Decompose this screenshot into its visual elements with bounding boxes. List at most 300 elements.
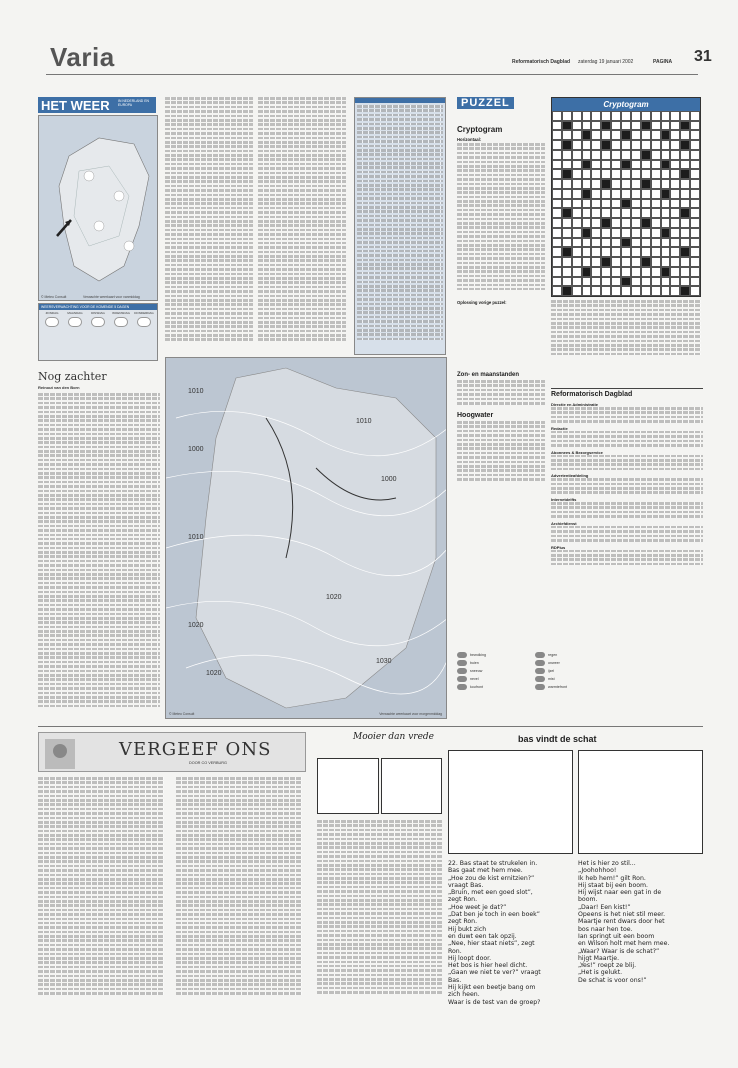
crossword-cell bbox=[562, 218, 572, 228]
crossword-cell bbox=[562, 140, 572, 150]
crossword-cell bbox=[552, 218, 562, 228]
crossword-cell bbox=[690, 130, 700, 140]
weather-logo-word: HET WEER bbox=[41, 98, 110, 113]
story-line: Bas gaat met hem mee. bbox=[448, 867, 523, 875]
cartoon-1-panel bbox=[317, 758, 379, 814]
crossword-cell bbox=[641, 267, 651, 277]
story-line: „Joohohhoo! bbox=[578, 867, 617, 875]
crossword-cell bbox=[621, 111, 631, 121]
isobar-label: 1010 bbox=[188, 388, 204, 395]
crossword-cell bbox=[680, 179, 690, 189]
crossword-cell bbox=[641, 121, 651, 131]
large-map-caption: Verwachte weerkaart voor morgenmiddag bbox=[379, 711, 442, 716]
masthead-line bbox=[551, 444, 703, 447]
legend-label: buien bbox=[470, 661, 479, 665]
crossword-cell bbox=[670, 160, 680, 170]
crossword-cell bbox=[611, 199, 621, 209]
crossword-cell bbox=[651, 277, 661, 287]
story-line: Hij wijst naar een gat in de bbox=[578, 889, 662, 897]
crossword-cell bbox=[582, 277, 592, 287]
crossword-cell bbox=[641, 277, 651, 287]
crossword-cell bbox=[661, 140, 671, 150]
masthead-line bbox=[551, 515, 703, 518]
story-line: Opeens is het niet stil meer. bbox=[578, 911, 666, 919]
feuilleton-header bbox=[38, 732, 306, 772]
legend-symbol-icon bbox=[535, 676, 545, 682]
legend-item bbox=[457, 668, 529, 674]
story-line: en Wilson holt met hem mee. bbox=[578, 940, 670, 948]
crossword-cell bbox=[621, 228, 631, 238]
story-line: bos naar hen toe. bbox=[578, 925, 633, 933]
crossword-cell bbox=[601, 169, 611, 179]
crossword-cell bbox=[680, 140, 690, 150]
crossword-cell bbox=[661, 160, 671, 170]
legend-label: nevel bbox=[470, 677, 479, 681]
crossword-cell bbox=[601, 140, 611, 150]
crossword-cell bbox=[582, 150, 592, 160]
crossword-cell bbox=[690, 189, 700, 199]
crossword-cell bbox=[651, 286, 661, 296]
forecast-day bbox=[64, 311, 86, 329]
legend-symbol-icon bbox=[457, 684, 467, 690]
legend-item bbox=[457, 652, 529, 658]
crossword-cell bbox=[552, 160, 562, 170]
crossword-cell bbox=[582, 121, 592, 131]
crossword-cell bbox=[631, 111, 641, 121]
crossword-cell bbox=[631, 150, 641, 160]
crossword-cell bbox=[572, 140, 582, 150]
header-rule bbox=[46, 74, 698, 75]
crossword-cell bbox=[661, 199, 671, 209]
crossword-cell bbox=[572, 189, 582, 199]
crossword-cell bbox=[591, 208, 601, 218]
story-line: Hij bukt zich bbox=[448, 925, 487, 933]
crossword-cell bbox=[572, 179, 582, 189]
crossword-title: Cryptogram bbox=[552, 98, 700, 111]
crossword-cell bbox=[680, 257, 690, 267]
legend-label: bewolking bbox=[470, 653, 486, 657]
crossword-cell bbox=[582, 208, 592, 218]
legend-label: warmtefront bbox=[548, 685, 567, 689]
masthead-heading: Redactie bbox=[551, 425, 568, 431]
crossword-cell bbox=[631, 140, 641, 150]
page-header bbox=[0, 0, 738, 80]
legend-item bbox=[457, 676, 529, 682]
weather-headline: Nog zachter bbox=[38, 370, 107, 383]
crossword-cell bbox=[651, 121, 661, 131]
story-line: „Yes!” roept ze blij. bbox=[578, 962, 637, 970]
crossword-cell bbox=[661, 121, 671, 131]
section-title: Varia bbox=[50, 42, 115, 72]
crossword-cell bbox=[621, 130, 631, 140]
crossword-cell bbox=[651, 130, 661, 140]
crossword-cell bbox=[631, 267, 641, 277]
crossword-cell bbox=[591, 121, 601, 131]
crossword-cell bbox=[572, 286, 582, 296]
crossword-cell bbox=[562, 130, 572, 140]
masthead-line bbox=[551, 411, 703, 414]
legend-symbol-icon bbox=[535, 652, 545, 658]
masthead-line bbox=[551, 435, 703, 438]
crossword-cell bbox=[670, 111, 680, 121]
crossword-cell bbox=[641, 247, 651, 257]
legend-item bbox=[457, 660, 529, 666]
crossword-cell bbox=[552, 277, 562, 287]
crossword-cell bbox=[670, 228, 680, 238]
crossword-cell bbox=[591, 228, 601, 238]
crossword-cell bbox=[631, 199, 641, 209]
story-line: zich heen. bbox=[448, 991, 480, 999]
crossword-cell bbox=[611, 169, 621, 179]
crossword-cell bbox=[680, 208, 690, 218]
crossword-cell bbox=[651, 247, 661, 257]
crossword-cell bbox=[591, 199, 601, 209]
legend-item bbox=[535, 660, 607, 666]
crossword-cell bbox=[572, 277, 582, 287]
crossword-cell bbox=[651, 140, 661, 150]
legend-item bbox=[457, 684, 529, 690]
crossword-cell bbox=[680, 189, 690, 199]
crossword-cell bbox=[661, 238, 671, 248]
masthead-line bbox=[551, 506, 703, 509]
crossword-cell bbox=[572, 238, 582, 248]
crossword-cell bbox=[562, 150, 572, 160]
crossword-cell bbox=[601, 208, 611, 218]
forecast-day bbox=[41, 311, 63, 329]
story-line: 22. Bas staat te strukelen in. bbox=[448, 860, 538, 867]
forecast-day-label: MAANDAG bbox=[67, 311, 83, 315]
crossword-cell bbox=[591, 169, 601, 179]
isobar-label: 1020 bbox=[206, 670, 222, 677]
story-line: „Daar! Een kist!” bbox=[578, 903, 631, 911]
crossword-cell bbox=[631, 228, 641, 238]
forecast-day-label: DONDERDAG bbox=[134, 311, 154, 315]
story-line: „Gaan we niet te ver?” vraagt bbox=[448, 969, 541, 977]
crossword-cell bbox=[621, 286, 631, 296]
crossword-cell bbox=[641, 218, 651, 228]
masthead-line bbox=[551, 487, 703, 490]
masthead-title: Reformatorisch Dagblad bbox=[551, 391, 633, 398]
crossword-cell bbox=[611, 277, 621, 287]
crossword-cell bbox=[651, 257, 661, 267]
cloud-icon bbox=[68, 317, 82, 327]
story-line: De schat is voor ons!” bbox=[578, 976, 647, 984]
isobar-label: 1030 bbox=[376, 658, 392, 665]
puzzle-across-heading: Horizontaal: bbox=[457, 137, 482, 142]
crossword-cell bbox=[680, 111, 690, 121]
crossword-cell bbox=[680, 238, 690, 248]
crossword-cell bbox=[680, 247, 690, 257]
cartoon-2-text-left bbox=[448, 860, 573, 1006]
weather-logo-sub: IN NEDERLAND EN EUROPA bbox=[118, 99, 149, 107]
crossword-cell bbox=[562, 208, 572, 218]
netherlands-map bbox=[39, 116, 158, 301]
crossword-cell bbox=[651, 189, 661, 199]
crossword-cell bbox=[631, 189, 641, 199]
crossword-cell bbox=[641, 199, 651, 209]
story-line: boom. bbox=[578, 896, 598, 904]
crossword-cell bbox=[591, 277, 601, 287]
crossword-cell bbox=[611, 130, 621, 140]
weather-column-2 bbox=[165, 97, 253, 352]
weather-logo bbox=[38, 97, 156, 113]
crossword-cell bbox=[621, 257, 631, 267]
crossword-cell bbox=[680, 199, 690, 209]
crossword-cell bbox=[651, 111, 661, 121]
crossword-cell bbox=[670, 130, 680, 140]
header-date: zaterdag 19 januari 2002 bbox=[578, 59, 634, 65]
crossword-cell bbox=[661, 267, 671, 277]
crossword-cell bbox=[582, 160, 592, 170]
crossword-cell bbox=[651, 199, 661, 209]
feuilleton-illustration bbox=[41, 733, 81, 773]
crossword-cell bbox=[601, 189, 611, 199]
legend-item bbox=[535, 684, 607, 690]
masthead-line bbox=[551, 491, 703, 494]
crossword-cell bbox=[651, 160, 661, 170]
crossword-cell bbox=[591, 257, 601, 267]
crossword-cell bbox=[582, 286, 592, 296]
crossword-cell bbox=[562, 228, 572, 238]
crossword-cell bbox=[572, 218, 582, 228]
isobar-label: 1010 bbox=[188, 534, 204, 541]
crossword-cell bbox=[582, 218, 592, 228]
crossword-cell bbox=[611, 247, 621, 257]
isobar-label: 1000 bbox=[188, 446, 204, 453]
crossword-cell bbox=[631, 208, 641, 218]
puzzle-solution-heading: Oplossing vorige puzzel: bbox=[457, 300, 507, 305]
crossword-cell bbox=[611, 111, 621, 121]
story-line: „Hoe weet je dat?” bbox=[448, 903, 507, 911]
legend-label: mist bbox=[548, 677, 555, 681]
crossword-cell bbox=[670, 179, 680, 189]
crossword-cell bbox=[680, 160, 690, 170]
cartoon-2-title: bas vindt de schat bbox=[518, 734, 597, 744]
crossword-cell bbox=[670, 247, 680, 257]
masthead-heading: Directie en Administratie bbox=[551, 402, 598, 407]
puzzle-clues bbox=[457, 143, 545, 378]
crossword-cell bbox=[661, 218, 671, 228]
legend-label: onweer bbox=[548, 661, 560, 665]
crossword-cell bbox=[641, 286, 651, 296]
crossword-cell bbox=[562, 257, 572, 267]
crossword-cell bbox=[690, 277, 700, 287]
crossword-cell bbox=[631, 179, 641, 189]
crossword-cell bbox=[552, 130, 562, 140]
crossword-cell bbox=[690, 208, 700, 218]
masthead-line bbox=[551, 431, 703, 434]
crossword-cell bbox=[601, 247, 611, 257]
crossword-cell bbox=[680, 218, 690, 228]
crossword-cell bbox=[641, 208, 651, 218]
crossword-cell bbox=[631, 160, 641, 170]
crossword-cell bbox=[641, 257, 651, 267]
crossword-cells bbox=[552, 111, 700, 296]
story-line: Hij loopt door. bbox=[448, 954, 492, 962]
crossword-cell bbox=[591, 218, 601, 228]
crossword-cell bbox=[611, 121, 621, 131]
crossword-cell bbox=[670, 286, 680, 296]
legend-symbol-icon bbox=[535, 684, 545, 690]
crossword-cell bbox=[611, 150, 621, 160]
crossword-cell bbox=[572, 208, 582, 218]
legend-label: ijzel bbox=[548, 669, 555, 673]
cartoon-1-title: Mooier dan vrede bbox=[353, 732, 435, 742]
masthead-line bbox=[551, 416, 703, 419]
masthead-line bbox=[551, 539, 703, 542]
crossword-cell bbox=[572, 267, 582, 277]
story-line: „Hoe zou de kist ernitzien?” bbox=[448, 874, 535, 882]
crossword-cell bbox=[670, 218, 680, 228]
forecast-day-label: ZONDAG bbox=[45, 311, 59, 315]
puzzle-logo: PUZZEL bbox=[457, 97, 514, 109]
crossword-cell bbox=[552, 267, 562, 277]
crossword-cell bbox=[680, 169, 690, 179]
crossword-cell bbox=[690, 160, 700, 170]
crossword-cell bbox=[621, 238, 631, 248]
tide-text bbox=[457, 421, 545, 491]
cartoon-1-panel bbox=[381, 758, 442, 814]
crossword-cell bbox=[601, 267, 611, 277]
crossword-cell bbox=[552, 228, 562, 238]
crossword-cell bbox=[582, 267, 592, 277]
paper-name: Reformatorisch Dagblad bbox=[512, 59, 571, 65]
crossword-cell bbox=[621, 160, 631, 170]
legend-symbol-icon bbox=[535, 668, 545, 674]
legend-symbol-icon bbox=[457, 660, 467, 666]
crossword-cell bbox=[601, 286, 611, 296]
cloud-icon bbox=[45, 317, 59, 327]
crossword-cell bbox=[562, 169, 572, 179]
crossword-cell bbox=[591, 247, 601, 257]
masthead-line bbox=[551, 483, 703, 486]
crossword-cell bbox=[582, 179, 592, 189]
large-map-credit: © Meteo Consult bbox=[169, 711, 195, 716]
crossword-cell bbox=[670, 189, 680, 199]
forecast-day bbox=[110, 311, 132, 329]
crossword-cell bbox=[582, 257, 592, 267]
crossword-cell bbox=[621, 121, 631, 131]
crossword-cell bbox=[621, 150, 631, 160]
story-line: „Bruin, met een goed slot”, bbox=[448, 889, 533, 897]
crossword-cell bbox=[601, 179, 611, 189]
crossword-cell bbox=[690, 218, 700, 228]
isobar-label: 1020 bbox=[326, 594, 342, 601]
crossword-cell bbox=[601, 111, 611, 121]
crossword-cell bbox=[591, 150, 601, 160]
puzzle-title: Cryptogram bbox=[457, 125, 503, 134]
masthead-line bbox=[551, 502, 703, 505]
story-line: Het bos is hier heel dicht. bbox=[448, 962, 528, 970]
crossword-cell bbox=[582, 111, 592, 121]
crossword-cell bbox=[601, 257, 611, 267]
crossword-cell bbox=[621, 189, 631, 199]
forecast-day bbox=[87, 311, 109, 329]
crossword-cell bbox=[621, 247, 631, 257]
legend-label: koufront bbox=[470, 685, 483, 689]
crossword-cell bbox=[611, 189, 621, 199]
masthead-heading: Advertentieafdeling bbox=[551, 473, 589, 479]
europe-map bbox=[166, 358, 447, 719]
crossword-cell bbox=[641, 130, 651, 140]
page-label: PAGINA bbox=[653, 59, 673, 65]
crossword-cell bbox=[641, 169, 651, 179]
crossword-cell bbox=[661, 257, 671, 267]
crossword-cell bbox=[690, 228, 700, 238]
isobar-label: 1010 bbox=[356, 418, 372, 425]
masthead-line bbox=[551, 407, 703, 410]
story-line: „Waar? Waar is de schat?” bbox=[578, 947, 660, 955]
crossword-cell bbox=[552, 286, 562, 296]
crossword-cell bbox=[562, 199, 572, 209]
crossword-cell bbox=[651, 228, 661, 238]
crossword-cell bbox=[562, 179, 572, 189]
crossword-cell bbox=[651, 208, 661, 218]
masthead-box bbox=[551, 388, 703, 643]
crossword-cell bbox=[582, 130, 592, 140]
crossword-cell bbox=[690, 179, 700, 189]
story-line: en duwt een tak opzij. bbox=[448, 932, 517, 940]
crossword-cell bbox=[690, 238, 700, 248]
crossword-cell bbox=[611, 257, 621, 267]
crossword-cell bbox=[631, 238, 641, 248]
crossword-cell bbox=[641, 140, 651, 150]
crossword-cell bbox=[591, 160, 601, 170]
crossword-cell bbox=[631, 218, 641, 228]
crossword-cell bbox=[601, 199, 611, 209]
isobar-label: 1020 bbox=[188, 622, 204, 629]
crossword-cell bbox=[572, 160, 582, 170]
masthead-heading: Abonnees & Bezorgservice bbox=[551, 449, 603, 455]
crossword-cell bbox=[572, 257, 582, 267]
masthead-line bbox=[551, 563, 703, 566]
crossword-cell bbox=[651, 150, 661, 160]
crossword-cell bbox=[552, 150, 562, 160]
crossword-cell bbox=[562, 277, 572, 287]
crossword-cell bbox=[631, 169, 641, 179]
story-line: Ian springt uit een boom bbox=[578, 932, 655, 940]
crossword-cell bbox=[562, 247, 572, 257]
crossword-cell bbox=[552, 179, 562, 189]
page-number: 31 bbox=[694, 48, 712, 65]
legend-symbol-icon bbox=[457, 676, 467, 682]
story-line: Maartje rent dwars door het bbox=[578, 918, 665, 926]
legend-symbol-icon bbox=[457, 652, 467, 658]
crossword-cell bbox=[582, 140, 592, 150]
crossword-cell bbox=[572, 150, 582, 160]
crossword-cell bbox=[661, 208, 671, 218]
crossword-cell bbox=[631, 121, 641, 131]
crossword-cell bbox=[552, 140, 562, 150]
crossword-cell bbox=[611, 267, 621, 277]
crossword-cell bbox=[670, 150, 680, 160]
crossword-cell bbox=[562, 267, 572, 277]
crossword-cell bbox=[661, 150, 671, 160]
crossword-cell bbox=[611, 238, 621, 248]
masthead-line bbox=[551, 535, 703, 538]
crossword-cell bbox=[591, 267, 601, 277]
crossword-cell bbox=[552, 208, 562, 218]
story-line: Hij kijkt een beetje bang om bbox=[448, 984, 536, 992]
crossword-cell bbox=[670, 140, 680, 150]
forecast-day-label: WOENSDAG bbox=[112, 311, 130, 315]
crossword-cell bbox=[680, 150, 690, 160]
crossword-cell bbox=[591, 140, 601, 150]
crossword-cell bbox=[572, 228, 582, 238]
cartoon-2 bbox=[448, 732, 704, 1008]
weather-column-3 bbox=[258, 97, 346, 352]
crossword-cell bbox=[582, 228, 592, 238]
